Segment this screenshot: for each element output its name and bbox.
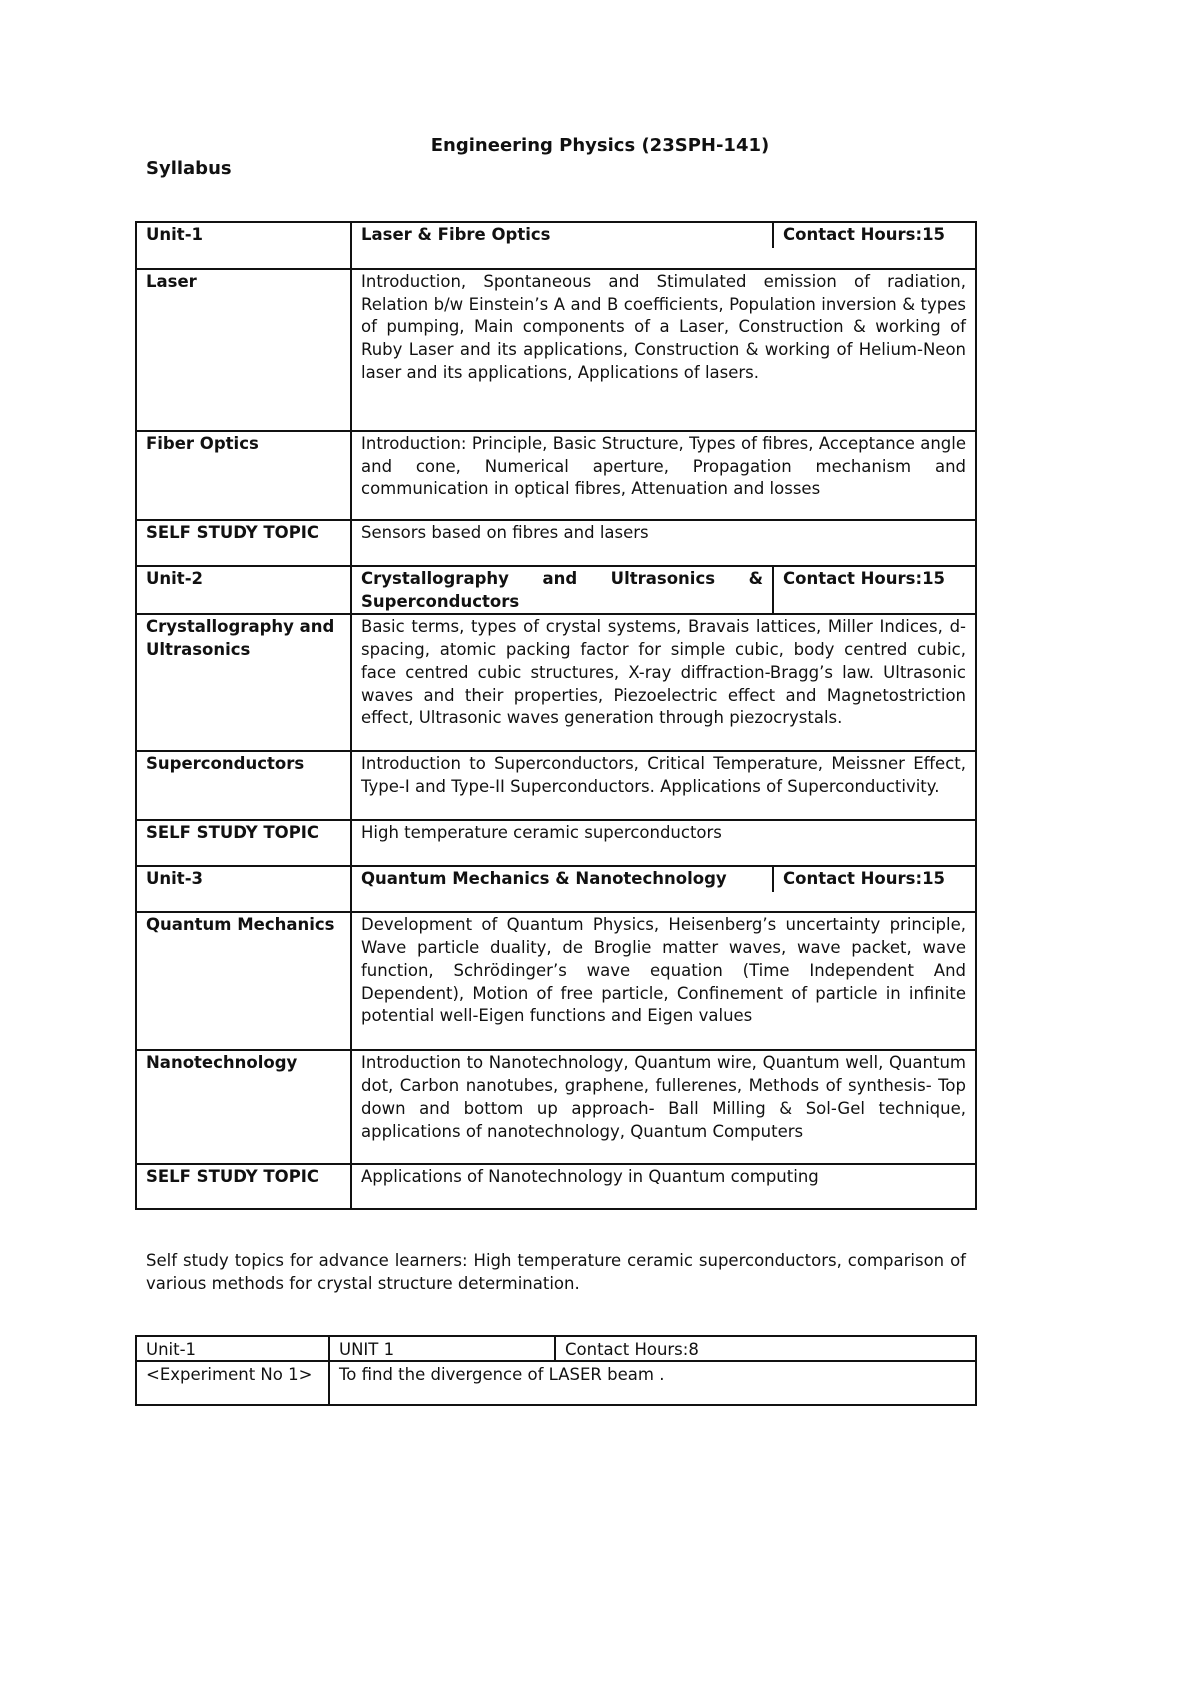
lab-unit-name: UNIT 1 <box>329 1336 555 1361</box>
self-study-label: SELF STUDY TOPIC <box>136 520 351 566</box>
contact-hours: Contact Hours:15 <box>772 566 975 614</box>
advanced-learners-note: Self study topics for advance learners: High temperature ceramic superconductors, comparison of various methods for crystal structure determination. <box>146 1251 966 1293</box>
lab-hours: Contact Hours:8 <box>555 1336 976 1361</box>
lab-table <box>135 1335 977 1406</box>
experiment-aim: To find the divergence of LASER beam . <box>329 1361 976 1405</box>
self-study-label: SELF STUDY TOPIC <box>136 820 351 866</box>
topic-row <box>136 614 976 751</box>
section-heading: Syllabus <box>146 158 232 179</box>
topic-row <box>136 269 976 431</box>
document-title: Engineering Physics (23SPH-141) <box>430 135 770 156</box>
lab-experiment-row <box>136 1361 976 1405</box>
unit-header-row <box>136 566 976 614</box>
topic-row <box>136 751 976 820</box>
topic-row <box>136 912 976 1050</box>
contact-hours: Contact Hours:15 <box>772 866 975 892</box>
lab-header-row <box>136 1336 976 1361</box>
self-study-row <box>136 820 976 866</box>
self-study-row <box>136 1164 976 1209</box>
contact-hours: Contact Hours:15 <box>772 222 975 248</box>
self-study-label: SELF STUDY TOPIC <box>136 1164 351 1209</box>
topic-label: Superconductors <box>136 751 351 820</box>
topic-content: Basic terms, types of crystal systems, Bravais lattices, Miller Indices, d-spacing, atomic packing factor for simple cubic, body centred cubic, face centred cubic structures, X-ray diffraction-Bragg’s law. Ultrasonic waves and their properties, Piezoelectric effect and Magnetostriction effect, Ultrasonic waves generation through piezocrystals. <box>351 614 976 751</box>
unit-header-row <box>136 866 976 912</box>
topic-label: Crystallography and Ultrasonics <box>136 614 351 751</box>
unit-title: Crystallography and Ultrasonics & Superconductors <box>361 569 763 611</box>
unit-title: Quantum Mechanics & Nanotechnology <box>361 869 727 889</box>
topic-content: Introduction to Superconductors, Critical Temperature, Meissner Effect, Type-I and Type-II Superconductors. Applications of Superconductivity. <box>351 751 976 820</box>
topic-content: Development of Quantum Physics, Heisenberg’s uncertainty principle, Wave particle duality, de Broglie matter waves, wave packet, wave function, Schrödinger’s wave equation (Time Independent And Dependent), Motion of free particle, Confinement of particle in infinite potential well-Eigen functions and Eigen values <box>351 912 976 1050</box>
self-study-row <box>136 520 976 566</box>
topic-label: Quantum Mechanics <box>136 912 351 1050</box>
experiment-label: <Experiment No 1> <box>136 1361 329 1405</box>
self-study-content: Applications of Nanotechnology in Quantum computing <box>351 1164 976 1209</box>
unit-header-row <box>136 222 976 269</box>
unit-label: Unit-1 <box>136 222 351 269</box>
topic-content: Introduction to Nanotechnology, Quantum wire, Quantum well, Quantum dot, Carbon nanotubes, graphene, fullerenes, Methods of synthesis- Top down and bottom up approach- Ball Milling & Sol-Gel technique, applications of nanotechnology, Quantum Computers <box>351 1050 976 1164</box>
self-study-content: High temperature ceramic superconductors <box>351 820 976 866</box>
topic-row <box>136 1050 976 1164</box>
unit-label: Unit-3 <box>136 866 351 912</box>
topic-content: Introduction: Principle, Basic Structure, Types of fibres, Acceptance angle and cone, Numerical aperture, Propagation mechanism and communication in optical fibres, Attenuation and losses <box>351 431 976 520</box>
unit-title: Laser & Fibre Optics <box>361 225 551 244</box>
lab-unit: Unit-1 <box>136 1336 329 1361</box>
topic-content: Introduction, Spontaneous and Stimulated emission of radiation, Relation b/w Einstein’s A and B coefficients, Population inversion & types of pumping, Main components of a Laser, Construction & working of Ruby Laser and its applications, Construction & working of Helium-Neon laser and its applications, Applications of lasers. <box>351 269 976 431</box>
topic-row <box>136 431 976 520</box>
topic-label: Laser <box>136 269 351 431</box>
topic-label: Nanotechnology <box>136 1050 351 1164</box>
self-study-content: Sensors based on fibres and lasers <box>351 520 976 566</box>
topic-label: Fiber Optics <box>136 431 351 520</box>
unit-label: Unit-2 <box>136 566 351 614</box>
syllabus-table <box>135 221 977 1210</box>
